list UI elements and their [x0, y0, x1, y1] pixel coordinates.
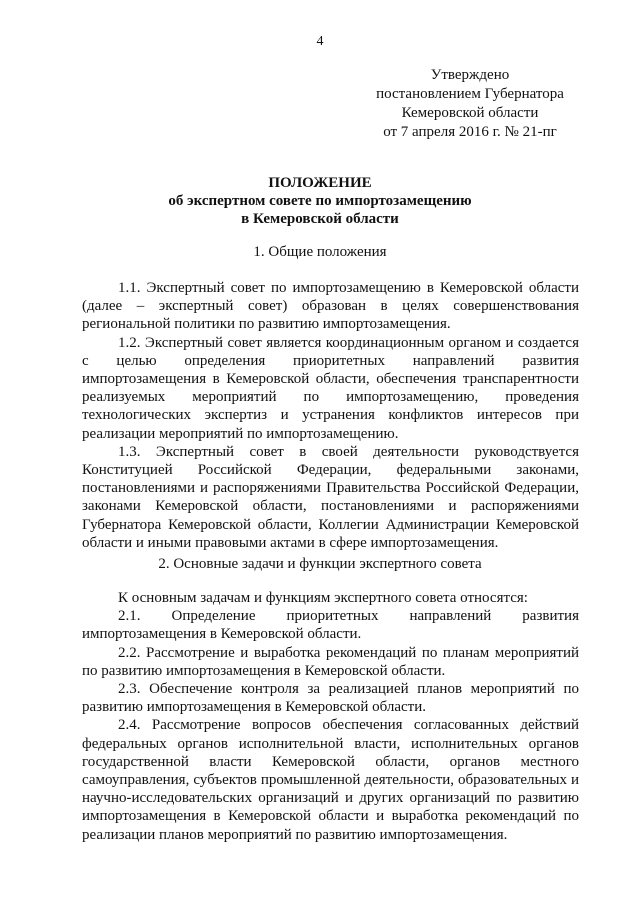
approval-line-2: постановлением Губернатора	[376, 86, 564, 102]
section-2-heading: 2. Основные задачи и функции экспертного совета	[158, 556, 482, 572]
section-1-heading: 1. Общие положения	[253, 244, 387, 260]
paragraph-2-3: 2.3. Обеспечение контроля за реализацией планов мероприятий по развитию импортозамещения в Кемеровской области.	[82, 681, 579, 716]
approval-line-1: Утверждено	[430, 67, 510, 83]
approval-stamp	[340, 66, 600, 142]
paragraph-1-1: 1.1. Экспертный совет по импортозамещению в Кемеровской области (далее – экспертный совет) образован в целях совершенствования региональной политики по развитию импортозамещения.	[82, 280, 579, 333]
paragraph-2-2: 2.2. Рассмотрение и выработка рекомендаций по планам мероприятий по развитию импортозамещения в Кемеровской области.	[82, 644, 579, 679]
page-number: 4	[316, 34, 324, 49]
paragraph-2-4: 2.4. Рассмотрение вопросов обеспечения согласованных действий федеральных органов исполнительной власти, исполнительных органов государственной власти Кемеровской области, органов местного самоуправления, субъектов промышленной деятельности, образовательных и научно-исследовательских организаций и других организаций по развитию импортозамещения в Кемеровской области и выработка рекомендаций по реализации планов мероприятий по развитию импортозамещения.	[82, 717, 579, 843]
paragraph-1-3: 1.3. Экспертный совет в своей деятельности руководствуется Конституцией Российской Федерации, федеральными законами, постановлениями и распоряжениями Правительства Российской Федерации, законами Кемеровской области, постановлениями и распоряжениями Губернатора Кемеровской области, Коллегии Администрации Кемеровской области и иными правовыми актами в сфере импортозамещения.	[82, 443, 579, 551]
paragraph-1-2: 1.2. Экспертный совет является координационным органом и создается с целью определения приоритетных направлений развития импортозамещения в Кемеровской области, обеспечения транспарентности реализуемых мероприятий по импортозамещению, проведения технологических экспертиз и устранения конфликтов интересов при реализации мероприятий по импортозамещению.	[82, 334, 579, 442]
paragraph-2-1: 2.1. Определение приоритетных направлений развития импортозамещения в Кемеровской области.	[82, 608, 579, 643]
section-1-body	[82, 279, 579, 552]
section-2-body	[82, 589, 579, 844]
title-line-1: ПОЛОЖЕНИЕ	[268, 175, 372, 191]
section-2-intro: К основным задачам и функциям экспертного совета относятся:	[118, 590, 528, 606]
approval-line-3: Кемеровской области	[401, 105, 539, 121]
title-line-2: об экспертном совете по импортозамещению	[168, 193, 472, 209]
document-title	[60, 174, 580, 228]
approval-line-4: от 7 апреля 2016 г. № 21-пг	[383, 124, 557, 140]
title-line-3: в Кемеровской области	[241, 211, 399, 227]
